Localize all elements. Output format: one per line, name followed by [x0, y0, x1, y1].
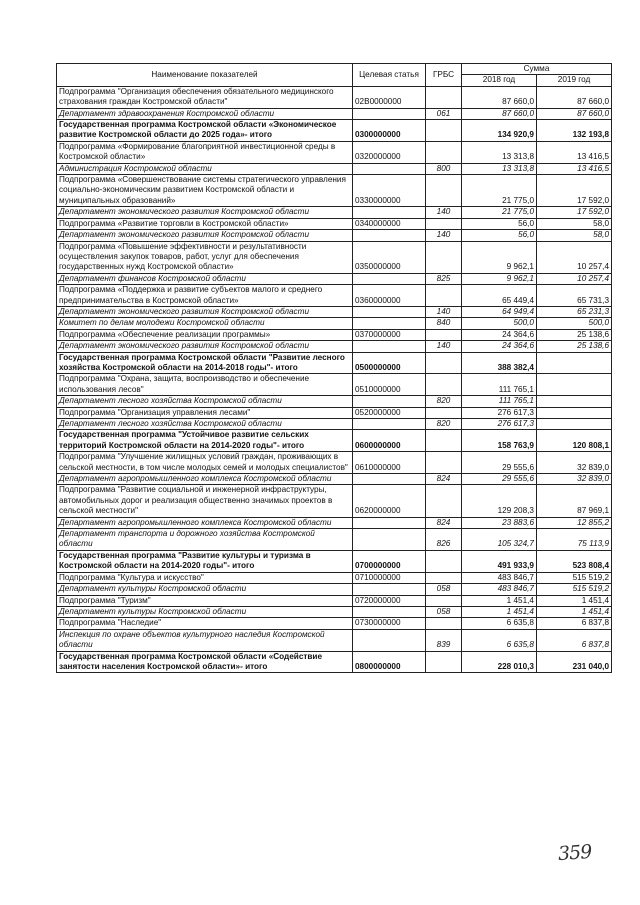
- cell-sum-2018: 158 763,9: [462, 430, 537, 452]
- cell-target-article: 0600000000: [353, 430, 426, 452]
- cell-sum-2019: 25 138,6: [537, 341, 612, 352]
- cell-sum-2018: 56,0: [462, 230, 537, 241]
- table-header: [57, 64, 612, 87]
- cell-sum-2019: 515 519,2: [537, 584, 612, 595]
- cell-sum-2018: 29 555,6: [462, 452, 537, 474]
- cell-grbs: 840: [426, 318, 462, 329]
- cell-sum-2019: 32 839,0: [537, 452, 612, 474]
- cell-sum-2019: [537, 419, 612, 430]
- cell-name: Инспекция по охране объектов культурного наследия Костромской области: [57, 629, 353, 651]
- table-row: [57, 629, 612, 651]
- cell-sum-2018: 500,0: [462, 318, 537, 329]
- budget-table: [56, 63, 612, 673]
- cell-sum-2019: [537, 396, 612, 407]
- cell-name: Департамент культуры Костромской области: [57, 606, 353, 617]
- cell-target-article: [353, 396, 426, 407]
- cell-sum-2018: 388 382,4: [462, 352, 537, 374]
- cell-target-article: [353, 529, 426, 551]
- cell-sum-2018: 6 635,8: [462, 618, 537, 629]
- cell-name: Государственная программа "Развитие культуры и туризма в Костромской области на 2014-2020 годы"- итого: [57, 550, 353, 572]
- cell-sum-2019: 87 660,0: [537, 108, 612, 119]
- cell-sum-2019: 523 808,4: [537, 550, 612, 572]
- cell-sum-2018: 13 313,8: [462, 141, 537, 163]
- cell-name: Департамент агропромышленного комплекса Костромской области: [57, 474, 353, 485]
- cell-sum-2018: 134 920,9: [462, 120, 537, 142]
- cell-grbs: [426, 175, 462, 207]
- cell-sum-2019: 10 257,4: [537, 241, 612, 273]
- cell-target-article: 0510000000: [353, 374, 426, 396]
- cell-name: Подпрограмма «Совершенствование системы стратегического управления социально-экономическим развитием Костромской области и муниципальных образований»: [57, 175, 353, 207]
- cell-target-article: 0720000000: [353, 595, 426, 606]
- cell-sum-2018: 21 775,0: [462, 175, 537, 207]
- cell-grbs: [426, 550, 462, 572]
- header-name: Наименование показателей: [57, 64, 353, 87]
- cell-grbs: 140: [426, 306, 462, 317]
- cell-target-article: 0350000000: [353, 241, 426, 273]
- header-year-2018: 2018 год: [462, 75, 537, 86]
- table-row: [57, 550, 612, 572]
- cell-target-article: 0730000000: [353, 618, 426, 629]
- table-row: [57, 407, 612, 418]
- cell-grbs: [426, 485, 462, 517]
- cell-name: Государственная программа Костромской области "Развитие лесного хозяйства Костромской области на 2014-2018 годы"- итого: [57, 352, 353, 374]
- table-row: [57, 572, 612, 583]
- cell-sum-2018: 9 962,1: [462, 241, 537, 273]
- cell-name: Подпрограмма "Охрана, защита, воспроизводство и обеспечение использования лесов": [57, 374, 353, 396]
- cell-target-article: [353, 584, 426, 595]
- cell-grbs: [426, 285, 462, 307]
- cell-name: Подпрограмма "Туризм": [57, 595, 353, 606]
- cell-name: Департамент лесного хозяйства Костромской области: [57, 396, 353, 407]
- cell-target-article: [353, 474, 426, 485]
- cell-target-article: [353, 306, 426, 317]
- cell-sum-2018: 111 765,1: [462, 396, 537, 407]
- cell-sum-2018: 483 846,7: [462, 572, 537, 583]
- cell-sum-2018: 87 660,0: [462, 108, 537, 119]
- cell-sum-2018: 29 555,6: [462, 474, 537, 485]
- cell-grbs: [426, 452, 462, 474]
- cell-name: Подпрограмма "Культура и искусство": [57, 572, 353, 583]
- cell-target-article: [353, 606, 426, 617]
- cell-name: Подпрограмма "Улучшение жилищных условий граждан, проживающих в сельской местности, в том числе молодых семей и молодых специалистов": [57, 452, 353, 474]
- cell-sum-2019: 1 451,4: [537, 606, 612, 617]
- cell-grbs: [426, 218, 462, 229]
- cell-target-article: [353, 108, 426, 119]
- cell-grbs: [426, 407, 462, 418]
- cell-sum-2018: 24 364,6: [462, 341, 537, 352]
- cell-grbs: 140: [426, 207, 462, 218]
- cell-target-article: [353, 517, 426, 528]
- table-row: [57, 285, 612, 307]
- cell-target-article: 0610000000: [353, 452, 426, 474]
- cell-sum-2019: 13 416,5: [537, 163, 612, 174]
- cell-name: Государственная программа Костромской области «Экономическое развитие Костромской области до 2025 года»- итого: [57, 120, 353, 142]
- cell-sum-2018: 13 313,8: [462, 163, 537, 174]
- cell-grbs: 140: [426, 341, 462, 352]
- table-row: [57, 618, 612, 629]
- cell-sum-2018: 64 949,4: [462, 306, 537, 317]
- cell-sum-2019: 132 193,8: [537, 120, 612, 142]
- cell-name: Департамент экономического развития Костромской области: [57, 230, 353, 241]
- cell-name: Департамент лесного хозяйства Костромской области: [57, 419, 353, 430]
- cell-sum-2019: 65 731,3: [537, 285, 612, 307]
- cell-target-article: [353, 207, 426, 218]
- cell-name: Департамент транспорта и дорожного хозяйства Костромской области: [57, 529, 353, 551]
- cell-name: Государственная программа "Устойчивое развитие сельских территорий Костромской области на 2014-2020 годы"- итого: [57, 430, 353, 452]
- cell-grbs: [426, 374, 462, 396]
- cell-sum-2018: 483 846,7: [462, 584, 537, 595]
- header-grbs: ГРБС: [426, 64, 462, 87]
- cell-grbs: 825: [426, 273, 462, 284]
- cell-grbs: [426, 352, 462, 374]
- cell-sum-2018: 65 449,4: [462, 285, 537, 307]
- table-row: [57, 352, 612, 374]
- cell-target-article: [353, 273, 426, 284]
- cell-grbs: 826: [426, 529, 462, 551]
- cell-name: Подпрограмма "Организация обеспечения обязательного медицинского страхования граждан Костромской области": [57, 86, 353, 108]
- cell-name: Подпрограмма «Поддержка и развитие субъектов малого и среднего предпринимательства в Костромской области»: [57, 285, 353, 307]
- cell-grbs: 820: [426, 419, 462, 430]
- cell-sum-2018: 6 635,8: [462, 629, 537, 651]
- cell-name: Государственная программа Костромской области «Содействие занятости населения Костромской области»- итого: [57, 651, 353, 673]
- cell-name: Подпрограмма "Организация управления лесами": [57, 407, 353, 418]
- cell-name: Подпрограмма «Развитие торговли в Костромской области»: [57, 218, 353, 229]
- cell-sum-2019: 87 969,1: [537, 485, 612, 517]
- cell-grbs: 824: [426, 474, 462, 485]
- cell-sum-2018: 24 364,6: [462, 329, 537, 340]
- cell-target-article: 0340000000: [353, 218, 426, 229]
- table-body: [57, 86, 612, 673]
- table-row: [57, 273, 612, 284]
- cell-name: Подпрограмма "Наследие": [57, 618, 353, 629]
- header-target-article: Целевая статья: [353, 64, 426, 87]
- cell-sum-2018: 129 208,3: [462, 485, 537, 517]
- cell-sum-2019: [537, 407, 612, 418]
- cell-sum-2019: 58,0: [537, 230, 612, 241]
- cell-sum-2019: 1 451,4: [537, 595, 612, 606]
- cell-target-article: 0370000000: [353, 329, 426, 340]
- cell-target-article: 0500000000: [353, 352, 426, 374]
- table-row: [57, 218, 612, 229]
- cell-target-article: 0620000000: [353, 485, 426, 517]
- cell-sum-2019: 10 257,4: [537, 273, 612, 284]
- header-year-2019: 2019 год: [537, 75, 612, 86]
- cell-sum-2018: 1 451,4: [462, 606, 537, 617]
- page-number: 359: [557, 840, 592, 866]
- table-row: [57, 595, 612, 606]
- cell-sum-2019: 120 808,1: [537, 430, 612, 452]
- table-row: [57, 584, 612, 595]
- cell-name: Подпрограмма "Развитие социальной и инженерной инфраструктуры, автомобильных дорог и реализация общественно значимых проектов в сельской местности": [57, 485, 353, 517]
- cell-grbs: [426, 120, 462, 142]
- table-row: [57, 529, 612, 551]
- cell-sum-2018: 491 933,9: [462, 550, 537, 572]
- cell-sum-2019: 32 839,0: [537, 474, 612, 485]
- cell-sum-2018: 105 324,7: [462, 529, 537, 551]
- cell-sum-2019: 87 660,0: [537, 86, 612, 108]
- cell-target-article: 0360000000: [353, 285, 426, 307]
- cell-grbs: [426, 86, 462, 108]
- cell-name: Департамент агропромышленного комплекса Костромской области: [57, 517, 353, 528]
- table-row: [57, 175, 612, 207]
- cell-sum-2018: 276 617,3: [462, 407, 537, 418]
- cell-grbs: 824: [426, 517, 462, 528]
- cell-name: Департамент экономического развития Костромской области: [57, 207, 353, 218]
- table-row: [57, 86, 612, 108]
- cell-target-article: [353, 341, 426, 352]
- table-row: [57, 374, 612, 396]
- table-row: [57, 108, 612, 119]
- cell-name: Департамент здравоохранения Костромской области: [57, 108, 353, 119]
- cell-name: Департамент финансов Костромской области: [57, 273, 353, 284]
- table-row: [57, 452, 612, 474]
- cell-sum-2019: 6 837,8: [537, 629, 612, 651]
- table-row: [57, 474, 612, 485]
- cell-grbs: [426, 430, 462, 452]
- cell-sum-2018: 23 883,6: [462, 517, 537, 528]
- cell-sum-2019: 75 113,9: [537, 529, 612, 551]
- table-row: [57, 341, 612, 352]
- cell-name: Подпрограмма «Повышение эффективности и результативности осуществления закупок товаров, работ, услуг для обеспечения государственных нужд Костромской области»: [57, 241, 353, 273]
- cell-sum-2019: 25 138,6: [537, 329, 612, 340]
- cell-grbs: 800: [426, 163, 462, 174]
- cell-sum-2019: 12 855,2: [537, 517, 612, 528]
- cell-grbs: 058: [426, 606, 462, 617]
- cell-grbs: 058: [426, 584, 462, 595]
- cell-sum-2018: 228 010,3: [462, 651, 537, 673]
- table-row: [57, 207, 612, 218]
- cell-grbs: [426, 651, 462, 673]
- cell-grbs: [426, 241, 462, 273]
- cell-sum-2019: [537, 352, 612, 374]
- cell-sum-2018: 111 765,1: [462, 374, 537, 396]
- cell-name: Комитет по делам молодежи Костромской области: [57, 318, 353, 329]
- cell-sum-2019: 13 416,5: [537, 141, 612, 163]
- table-row: [57, 517, 612, 528]
- cell-target-article: 0700000000: [353, 550, 426, 572]
- table-row: [57, 241, 612, 273]
- cell-sum-2018: 21 775,0: [462, 207, 537, 218]
- cell-sum-2019: 17 592,0: [537, 175, 612, 207]
- cell-target-article: [353, 318, 426, 329]
- cell-target-article: [353, 629, 426, 651]
- cell-grbs: 839: [426, 629, 462, 651]
- cell-name: Департамент культуры Костромской области: [57, 584, 353, 595]
- header-sum: Сумма: [462, 64, 612, 75]
- cell-grbs: [426, 329, 462, 340]
- table-row: [57, 329, 612, 340]
- cell-target-article: 0300000000: [353, 120, 426, 142]
- table-row: [57, 430, 612, 452]
- table-row: [57, 606, 612, 617]
- cell-grbs: [426, 618, 462, 629]
- table-row: [57, 419, 612, 430]
- cell-grbs: 061: [426, 108, 462, 119]
- table-row: [57, 651, 612, 673]
- cell-target-article: 0330000000: [353, 175, 426, 207]
- cell-grbs: 140: [426, 230, 462, 241]
- cell-target-article: [353, 163, 426, 174]
- cell-name: Департамент экономического развития Костромской области: [57, 341, 353, 352]
- cell-target-article: [353, 230, 426, 241]
- cell-sum-2019: [537, 374, 612, 396]
- cell-grbs: 820: [426, 396, 462, 407]
- cell-grbs: [426, 141, 462, 163]
- cell-name: Подпрограмма «Обеспечение реализации программы»: [57, 329, 353, 340]
- table-row: [57, 485, 612, 517]
- cell-sum-2018: 9 962,1: [462, 273, 537, 284]
- cell-sum-2019: 65 231,3: [537, 306, 612, 317]
- cell-target-article: [353, 419, 426, 430]
- table-row: [57, 163, 612, 174]
- cell-sum-2018: 56,0: [462, 218, 537, 229]
- cell-sum-2018: 1 451,4: [462, 595, 537, 606]
- cell-sum-2019: 515 519,2: [537, 572, 612, 583]
- cell-target-article: 0710000000: [353, 572, 426, 583]
- table-row: [57, 141, 612, 163]
- table-row: [57, 230, 612, 241]
- cell-sum-2019: 17 592,0: [537, 207, 612, 218]
- table-row: [57, 120, 612, 142]
- cell-sum-2019: 231 040,0: [537, 651, 612, 673]
- cell-name: Администрация Костромской области: [57, 163, 353, 174]
- table-row: [57, 396, 612, 407]
- cell-sum-2018: 276 617,3: [462, 419, 537, 430]
- table-row: [57, 318, 612, 329]
- cell-name: Департамент экономического развития Костромской области: [57, 306, 353, 317]
- cell-sum-2018: 87 660,0: [462, 86, 537, 108]
- cell-grbs: [426, 595, 462, 606]
- cell-grbs: [426, 572, 462, 583]
- cell-target-article: 0800000000: [353, 651, 426, 673]
- cell-target-article: 0520000000: [353, 407, 426, 418]
- cell-name: Подпрограмма «Формирование благоприятной инвестиционной среды в Костромской области»: [57, 141, 353, 163]
- cell-target-article: 02В0000000: [353, 86, 426, 108]
- cell-sum-2019: 6 837,8: [537, 618, 612, 629]
- cell-sum-2019: 58,0: [537, 218, 612, 229]
- cell-sum-2019: 500,0: [537, 318, 612, 329]
- cell-target-article: 0320000000: [353, 141, 426, 163]
- table-row: [57, 306, 612, 317]
